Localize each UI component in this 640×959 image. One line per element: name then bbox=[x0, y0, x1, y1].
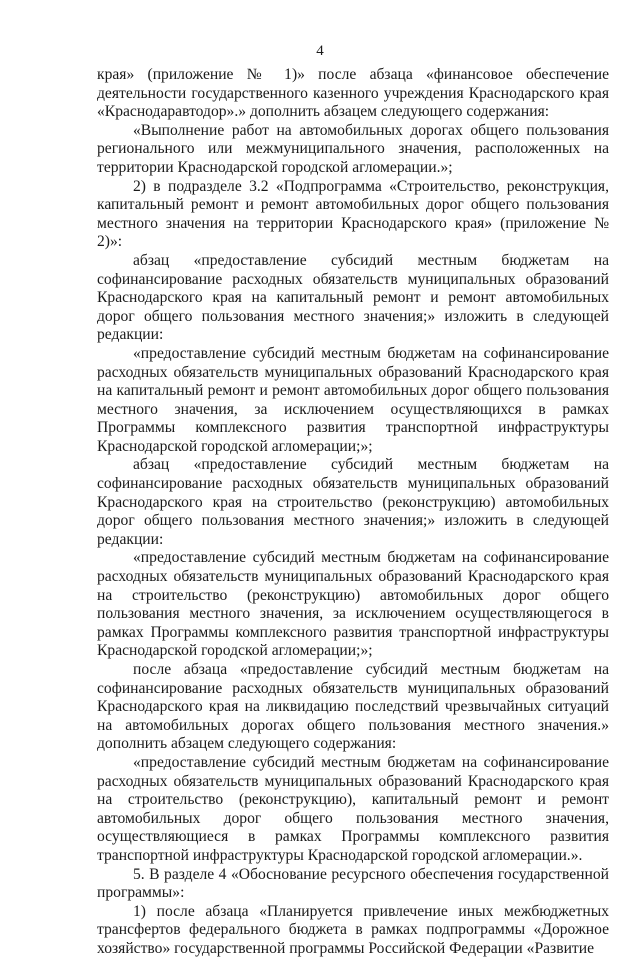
paragraph-emergency-subsidy: после абзаца «предоставление субсидий местным бюджетам на софинансирование расходных обязательств муниципальных образований Краснодарского края на ликвидацию последствий чрезвычайных ситуаций на автомобильных дорогах общего пользования местного значения.» дополнить абзацем следующего содержания: bbox=[97, 661, 609, 753]
page-number: 4 bbox=[316, 43, 324, 59]
paragraph-repair-subsidy-old: абзац «предоставление субсидий местным бюджетам на софинансирование расходных обязательств муниципальных образований Краснодарского края на капитальный ремонт и ремонт автомобильных дорог общего пользования местного значения;» изложить в следующей редакции: bbox=[97, 251, 609, 344]
paragraph-amendment-intro: края» (приложение № 1)» после абзаца «финансовое обеспечение деятельности государственного казенного учреждения Краснодарского края «Краснодаравтодор».» дополнить абзацем следующего содержания: bbox=[97, 66, 609, 121]
paragraph-subsection-3-2: 2) в подразделе 3.2 «Подпрограмма «Строительство, реконструкция, капитальный ремонт и ремонт автомобильных дорог общего пользования местного значения на территории Краснодарского края» (приложение № 2)»: bbox=[97, 177, 609, 251]
paragraph-agglomeration-subsidy: «предоставление субсидий местным бюджетам на софинансирование расходных обязательств муниципальных образований Краснодарского края на строительство (реконструкцию), капитальный ремонт и ремонт автомобильных дорог общего пользования местного значения, осуществляющиеся в рамках Программы комплексного развития транспортной инфраструктуры Краснодарской городской агломерации.». bbox=[97, 753, 609, 864]
paragraph-federal-transfers: 1) после абзаца «Планируется привлечение иных межбюджетных трансфертов федерального бюджета в рамках подпрограммы «Дорожное хозяйство» государственной программы Российской Федерации «Развитие bbox=[97, 902, 609, 957]
paragraph-construction-subsidy-old: абзац «предоставление субсидий местным бюджетам на софинансирование расходных обязательств муниципальных образований Краснодарского края на строительство (реконструкцию) автомобильных дорог общего пользования местного значения;» изложить в следующей редакции: bbox=[97, 456, 609, 548]
paragraph-repair-subsidy-new: «предоставление субсидий местным бюджетам на софинансирование расходных обязательств муниципальных образований Краснодарского края на капитальный ремонт и ремонт автомобильных дорог общего пользования местного значения, за исключением осуществляющихся в рамках Программы комплексного развития транспортной инфраструктуры Краснодарской городской агломерации;»; bbox=[97, 344, 609, 455]
paragraph-new-text-roads: «Выполнение работ на автомобильных дорогах общего пользования регионального или межмуниципального значения, расположенных на территории Краснодарской городской агломерации.»; bbox=[97, 121, 609, 176]
paragraph-section-4: 5. В разделе 4 «Обоснование ресурсного обеспечения государственной программы»: bbox=[97, 865, 609, 902]
paragraph-construction-subsidy-new: «предоставление субсидий местным бюджетам на софинансирование расходных обязательств муниципальных образований Краснодарского края на строительство (реконструкцию) автомобильных дорог общего пользования местного значения, за исключением осуществляющегося в рамках Программы комплексного развития транспортной инфраструктуры Краснодарской городской агломерации;»; bbox=[97, 549, 609, 660]
document-body bbox=[97, 66, 609, 959]
